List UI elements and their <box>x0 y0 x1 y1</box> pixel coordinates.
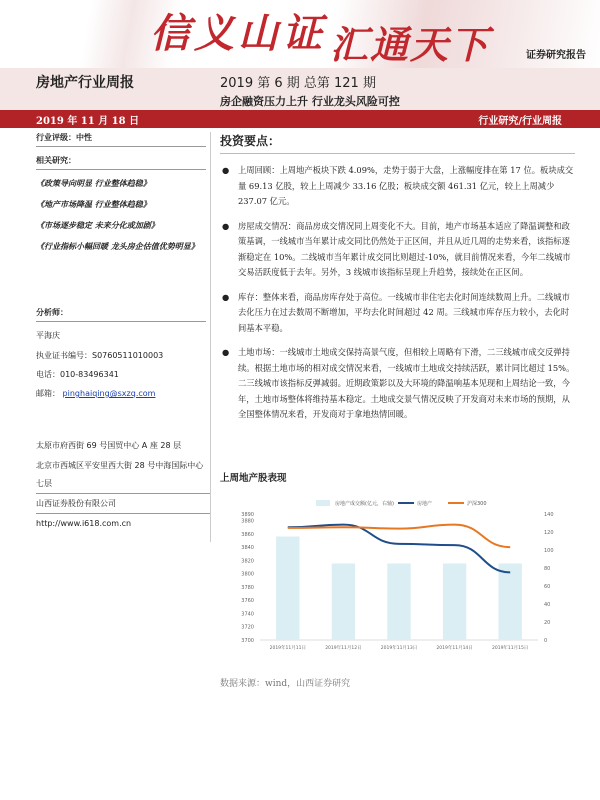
bullet-icon: ● <box>222 347 230 357</box>
y-left-tick-label: 3860 <box>241 531 254 538</box>
bullet-text: 库存：整体来看，商品房库存处于高位。一线城市非住宅去化时间连续数周上升。二线城市去化压力在过去数周不断增加，平均去化时间超过 42 周。三线城市库存压力较小，去化时间基本平稳。 <box>238 291 570 333</box>
key-point-housing-transactions <box>220 219 575 281</box>
legend-label: 房地产 <box>417 501 433 507</box>
y-right-tick-label: 140 <box>544 512 554 518</box>
report-category: 行业研究/行业周报 <box>478 116 562 127</box>
department-label: 证券研究报告 <box>526 50 586 61</box>
y-left-tick-label: 3760 <box>241 598 254 605</box>
key-point-land-market <box>220 345 575 423</box>
bullet-text: 土地市场：一线城市土地成交保持高景气度，但相较上周略有下滑，二三线城市成交反弹持续。根据土地市场的相对成交情况来看，一线城市土地成交持续活跃，累计同比超过 15%。二三线城市该指标反弹减弱。近期政策影以及大环境的降温响基本见现和上周结论一致，今年，土地市场整体将维持基本稳定。土地成交景气情况反映了开发商对未来市场的预期，从全国整体情况来看，开发商对于拿地热情回暖。 <box>238 347 575 419</box>
bullet-icon: ● <box>222 291 230 302</box>
key-point-inventory <box>220 290 575 337</box>
y-left-tick-label: 3880 <box>241 518 254 525</box>
report-headline: 房企融资压力上升 行业龙头风险可控 <box>220 95 400 108</box>
x-tick-label: 2019年11月14日 <box>436 646 473 651</box>
related-research-item[interactable]: 《政策导向明显 行业整体趋稳》 <box>36 179 151 188</box>
analyst-phone: 电话：010-83496341 <box>36 370 119 379</box>
y-right-tick-label: 40 <box>544 602 551 608</box>
address-taiyuan: 太原市府西街 69 号国贸中心 A 座 28 层 <box>36 441 182 450</box>
y-right-tick-label: 0 <box>544 638 548 644</box>
related-research-item[interactable]: 《地产市场降温 行业整体趋稳》 <box>36 200 151 209</box>
y-left-tick-label: 3820 <box>241 558 254 565</box>
email-label: 邮箱： <box>36 389 60 398</box>
legend-label: 沪深300 <box>467 501 487 507</box>
company-website[interactable]: http://www.i618.com.cn <box>36 519 132 528</box>
report-header <box>0 0 600 68</box>
left-sidebar <box>36 132 206 528</box>
x-tick-label: 2019年11月12日 <box>325 646 362 651</box>
analyst-name: 平海庆 <box>36 331 60 340</box>
y-left-tick-label: 3780 <box>241 584 254 591</box>
x-tick-label: 2019年11月13日 <box>380 646 418 651</box>
legend-swatch-bar <box>316 500 330 506</box>
certificate-number: 执业证书编号：S0760511010003 <box>36 351 164 360</box>
x-tick-label: 2019年11月15日 <box>491 646 529 651</box>
analyst-heading: 分析师： <box>36 307 206 322</box>
key-point-weekly-review <box>220 163 575 210</box>
related-research-heading: 相关研究： <box>36 155 206 170</box>
related-research-item[interactable]: 《行业指标小幅回暖 龙头房企估值优势明显》 <box>36 242 199 251</box>
bullet-text: 上周回顾：上周地产板块下跌 4.09%，走势于弱于大盘，上涨幅度排在第 17 位。板块成交量 69.13 亿股，较上上周减少 33.16 亿股；板块成交额 461.31 亿元，较上上周减少 237.07 亿元。 <box>238 165 574 206</box>
bar-volume <box>387 564 410 641</box>
x-tick-label: 2019年11月11日 <box>269 646 307 651</box>
main-content <box>220 132 575 423</box>
report-name: 房地产行业周报 <box>36 75 134 91</box>
bullet-icon: ● <box>222 165 230 175</box>
column-divider <box>210 132 211 542</box>
y-right-tick-label: 100 <box>544 548 554 554</box>
brand-slogan-right: 汇通天下 <box>330 22 491 67</box>
bar-volume <box>499 564 522 641</box>
bullet-icon: ● <box>222 220 230 231</box>
y-right-tick-label: 20 <box>544 620 551 626</box>
real-estate-stock-chart <box>220 492 575 662</box>
y-left-tick-label: 3720 <box>241 624 254 631</box>
bar-volume <box>332 564 355 641</box>
analyst-email-row <box>36 388 155 399</box>
y-left-tick-label: 3840 <box>241 545 254 552</box>
bar-volume <box>276 537 299 641</box>
issue-number: 2019 第 6 期 总第 121 期 <box>220 76 376 91</box>
y-left-tick-label: 3890 <box>241 512 254 518</box>
title-band <box>0 68 600 110</box>
report-date: 2019 年 11 月 18 日 <box>36 116 140 127</box>
bar-volume <box>443 564 466 641</box>
y-left-tick-label: 3800 <box>241 571 254 578</box>
y-right-tick-label: 80 <box>544 566 551 572</box>
analyst-email-link[interactable]: pinghaiqing@sxzq.com <box>62 389 156 398</box>
address-beijing: 北京市西城区平安里西大街 28 号中海国际中心七层 <box>36 457 211 494</box>
industry-rating: 行业评级：中性 <box>36 132 206 147</box>
chart-title: 上周地产股表现 <box>220 473 287 484</box>
brand-slogan-left: 信义山证 <box>150 10 326 57</box>
legend-label: 房地产成交额(亿元，右轴) <box>335 501 394 507</box>
company-name: 山西证券股份有限公司 <box>36 495 211 514</box>
y-left-tick-label: 3700 <box>241 638 254 644</box>
key-points-heading: 投资要点： <box>220 132 575 154</box>
date-bar <box>0 110 600 128</box>
related-research-item[interactable]: 《市场逐步稳定 未来分化或加剧》 <box>36 221 159 230</box>
y-right-tick-label: 120 <box>544 530 554 536</box>
bullet-text: 房屋成交情况：商品房成交情况同上周变化不大。目前，地产市场基本适应了降温调整和政策基调，一线城市当年累计成交同比仍然处于正区间，并且从近几周的走势来看，该指标逐渐稳定在 10%。二线城市当年累计成交同比则超过-10%，就目前情况来看，今年二线城市交易活跃度低于去年。另外，3 线城市该指标呈现上升趋势，接续处在正区间。 <box>238 220 571 277</box>
y-right-tick-label: 60 <box>544 584 551 590</box>
y-left-tick-label: 3740 <box>241 611 254 618</box>
data-source: 数据来源：wind，山西证券研究 <box>220 679 351 689</box>
